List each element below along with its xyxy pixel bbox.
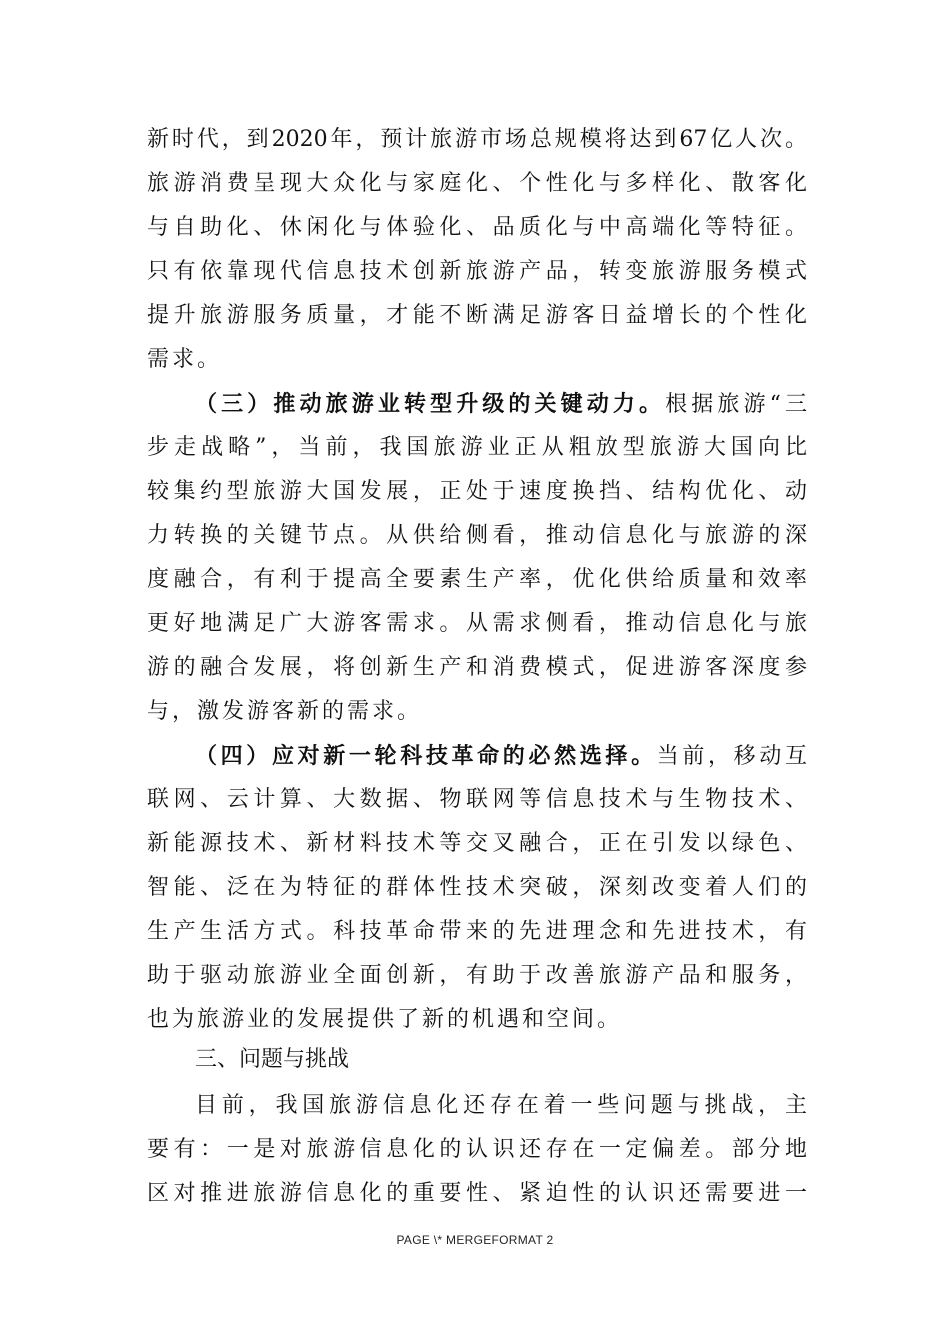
paragraph-line: 步走战略”，当前，我国旅游业正从粗放型旅游大国向比	[147, 435, 807, 460]
paragraph-first-line	[195, 738, 807, 774]
paragraph-line: 与自助化、休闲化与体验化、品质化与中高端化等特征。	[147, 215, 807, 240]
paragraph-line: 游的融合发展，将创新生产和消费模式，促进游客深度参	[147, 655, 807, 680]
paragraph-line: 提升旅游服务质量，才能不断满足游客日益增长的个性化	[147, 303, 807, 328]
paragraph-line: 与，激发游客新的需求。	[147, 699, 423, 724]
paragraph-line: 需求。	[147, 347, 223, 372]
paragraph-lead: （四）应对新一轮科技革命的必然选择。	[195, 743, 657, 769]
paragraph-lead-rest: 根据旅游“三	[665, 392, 807, 417]
paragraph-line: 联网、云计算、大数据、物联网等信息技术与生物技术、	[147, 787, 807, 812]
page-footer: PAGE \* MERGEFORMAT 2	[396, 1233, 554, 1247]
paragraph-first-line	[195, 386, 807, 422]
paragraph-line: 只有依靠现代信息技术创新旅游产品，转变旅游服务模式	[147, 259, 807, 284]
paragraph-line: 智能、泛在为特征的群体性技术突破，深刻改变着人们的	[147, 875, 807, 900]
paragraph-line: 更好地满足广大游客需求。从需求侧看，推动信息化与旅	[147, 611, 807, 636]
paragraph-first-line: 目前，我国旅游信息化还存在着一些问题与挑战，主	[195, 1093, 807, 1118]
paragraph-line: 区对推进旅游信息化的重要性、紧迫性的认识还需要进一	[147, 1181, 807, 1206]
section-heading: 三、问题与挑战	[195, 1047, 350, 1072]
paragraph-line: 助于驱动旅游业全面创新，有助于改善旅游产品和服务，	[147, 963, 807, 988]
paragraph-line: 生产生活方式。科技革命带来的先进理念和先进技术，有	[147, 919, 807, 944]
paragraph-line: 度融合，有利于提高全要素生产率，优化供给质量和效率	[147, 567, 807, 592]
paragraph-line: 新能源技术、新材料技术等交叉融合，正在引发以绿色、	[147, 831, 807, 856]
paragraph-line: 力转换的关键节点。从供给侧看，推动信息化与旅游的深	[147, 523, 807, 548]
paragraph-line: 也为旅游业的发展提供了新的机遇和空间。	[147, 1007, 623, 1032]
paragraph-line: 新时代，到2020年，预计旅游市场总规模将达到67亿人次。	[147, 127, 807, 152]
paragraph-line: 较集约型旅游大国发展，正处于速度换挡、结构优化、动	[147, 479, 807, 504]
paragraph-line: 旅游消费呈现大众化与家庭化、个性化与多样化、散客化	[147, 171, 807, 196]
paragraph-line: 要有：一是对旅游信息化的认识还存在一定偏差。部分地	[147, 1137, 807, 1162]
paragraph-lead: （三）推动旅游业转型升级的关键动力。	[195, 391, 666, 417]
paragraph-lead-rest: 当前，移动互	[656, 744, 807, 769]
